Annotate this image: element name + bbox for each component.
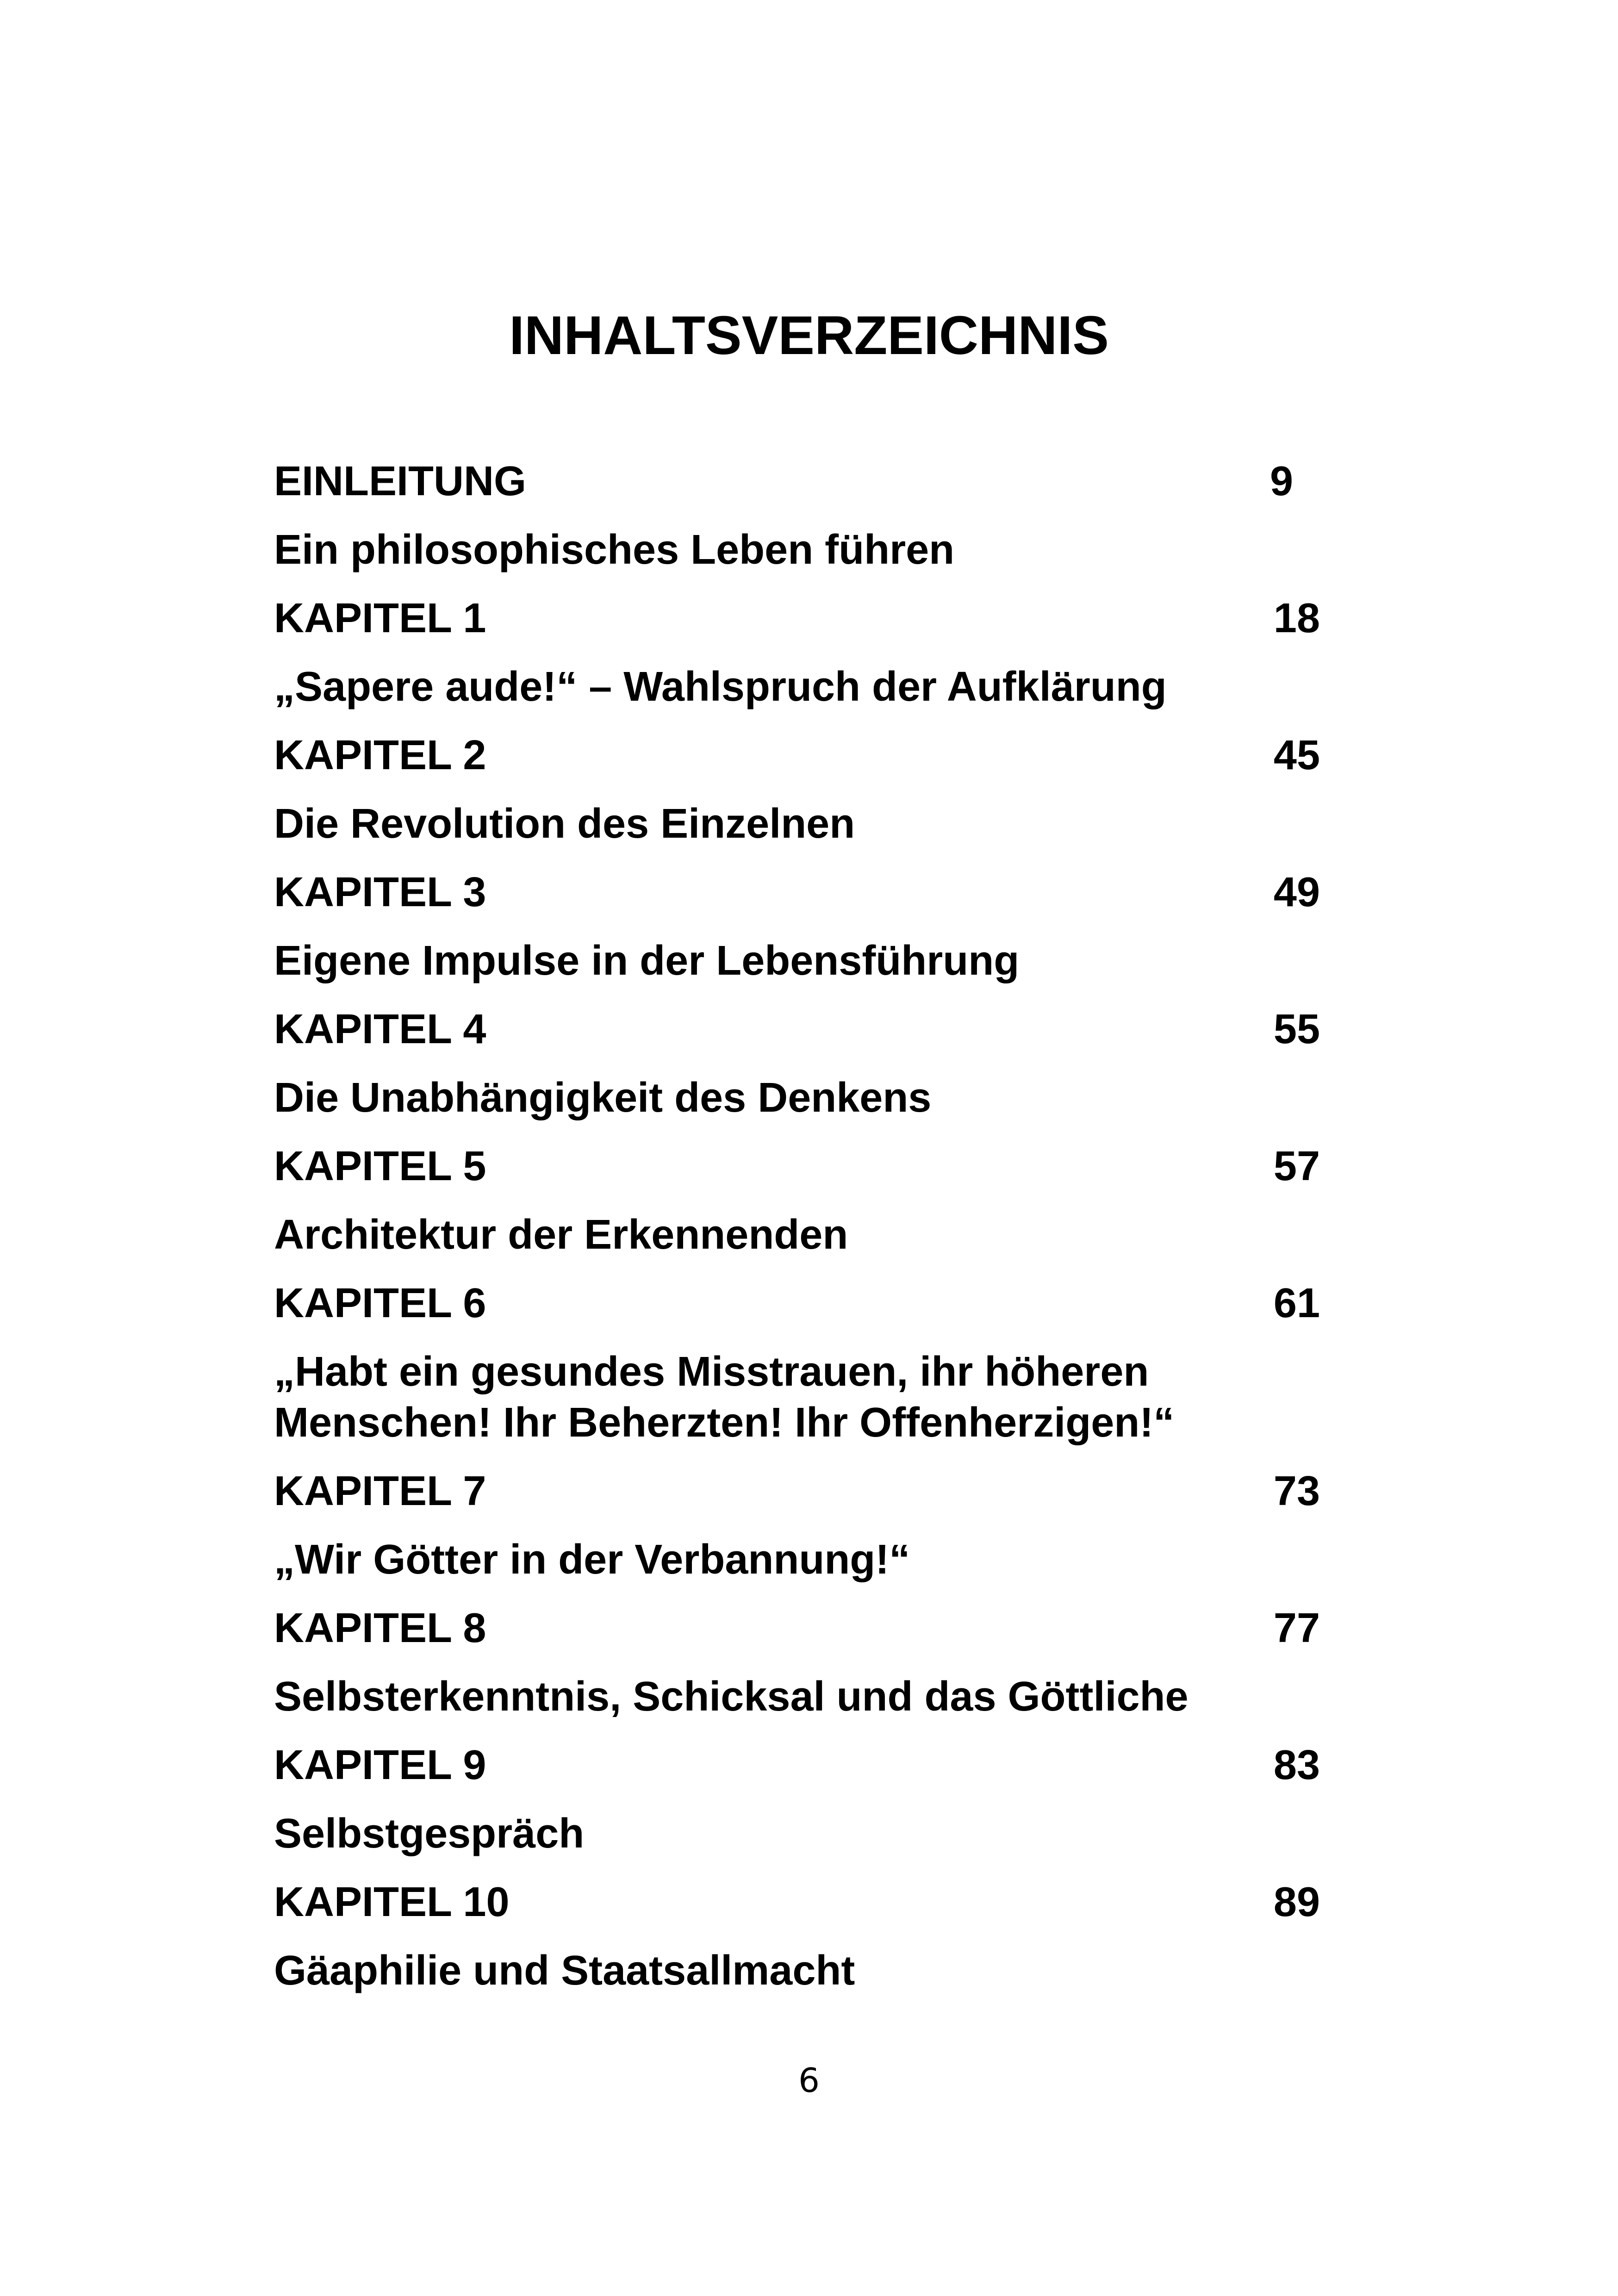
toc-entry-subtitle: Selbstgespräch <box>274 1811 585 1857</box>
toc-entry-label: KAPITEL 6 <box>274 1280 486 1326</box>
toc-entry-label: KAPITEL 2 <box>274 732 486 778</box>
toc-entry-subtitle: Architektur der Erkennenden <box>274 1212 848 1258</box>
toc-entry-subtitle-line: Menschen! Ihr Beherzten! Ihr Offenherzigen!“ <box>274 1400 1175 1446</box>
toc-entry-label: KAPITEL 8 <box>274 1605 486 1651</box>
toc-entry-page-number: 77 <box>1273 1605 1320 1651</box>
toc-entry-label: KAPITEL 4 <box>274 1006 486 1052</box>
page-title: INHALTSVERZEICHNIS <box>509 305 1109 366</box>
toc-entry-page-number: 61 <box>1273 1280 1320 1326</box>
toc-entry-page-number: 18 <box>1273 595 1320 641</box>
toc-entry-kapitel-9 <box>274 1740 1320 1791</box>
toc-entry-subtitle: Die Revolution des Einzelnen <box>274 801 855 847</box>
toc-entry-label: KAPITEL 1 <box>274 595 486 641</box>
toc-entry-subtitle: Ein philosophisches Leben führen <box>274 527 955 573</box>
page-number: 6 <box>798 2061 820 2100</box>
toc-entry-kapitel-10 <box>274 1877 1320 1928</box>
toc-entry-kapitel-7 <box>274 1466 1320 1517</box>
toc-entry-subtitle-line: „Habt ein gesundes Misstrauen, ihr höheren <box>274 1349 1149 1395</box>
toc-entry-einleitung <box>274 456 1320 507</box>
toc-entry-subtitle <box>274 1346 1320 1448</box>
toc-entry-subtitle: Eigene Impulse in der Lebensführung <box>274 938 1020 984</box>
toc-entry-page-number: 89 <box>1273 1879 1320 1925</box>
toc-entry-page-number: 83 <box>1273 1742 1320 1788</box>
toc-entry-subtitle: Gäaphilie und Staatsallmacht <box>274 1948 855 1994</box>
toc-entry-page-number: 9 <box>1270 458 1293 504</box>
toc-entry-label: EINLEITUNG <box>274 458 527 504</box>
toc-entry-page-number: 55 <box>1273 1006 1320 1052</box>
toc-entry-subtitle: „Wir Götter in der Verbannung!“ <box>274 1537 910 1583</box>
toc-entry-label: KAPITEL 10 <box>274 1879 510 1925</box>
toc-entry-label: KAPITEL 3 <box>274 869 486 915</box>
toc-entry-subtitle: „Sapere aude!“ – Wahlspruch der Aufklärung <box>274 664 1167 710</box>
toc-entry-kapitel-8 <box>274 1603 1320 1654</box>
toc-entry-kapitel-3 <box>274 867 1320 918</box>
toc-entry-page-number: 49 <box>1273 869 1320 915</box>
table-of-contents <box>274 456 1320 2014</box>
toc-entry-kapitel-4 <box>274 1004 1320 1055</box>
toc-entry-kapitel-2 <box>274 730 1320 781</box>
toc-entry-subtitle: Die Unabhängigkeit des Denkens <box>274 1075 932 1121</box>
toc-entry-subtitle: Selbsterkenntnis, Schicksal und das Göttliche <box>274 1674 1189 1720</box>
toc-entry-kapitel-1 <box>274 593 1320 644</box>
toc-entry-page-number: 73 <box>1273 1468 1320 1514</box>
toc-entry-page-number: 45 <box>1273 732 1320 778</box>
toc-entry-kapitel-5 <box>274 1141 1320 1192</box>
toc-entry-page-number: 57 <box>1273 1143 1320 1189</box>
toc-entry-label: KAPITEL 7 <box>274 1468 486 1514</box>
toc-entry-kapitel-6 <box>274 1278 1320 1329</box>
toc-entry-label: KAPITEL 9 <box>274 1742 486 1788</box>
toc-entry-label: KAPITEL 5 <box>274 1143 486 1189</box>
